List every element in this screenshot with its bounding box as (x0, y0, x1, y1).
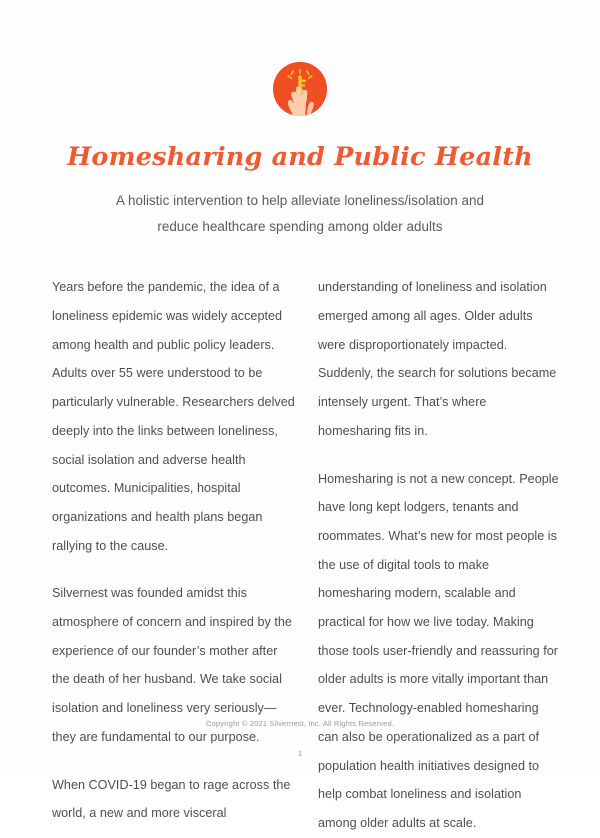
text-line: roommates. What’s new for most people is (318, 528, 557, 543)
text-line: older adults is more vitally important than (318, 672, 549, 687)
text-line: those tools user-friendly and reassuring for (318, 643, 559, 658)
text-line: homesharing fits in. (318, 423, 428, 438)
subtitle-line: A holistic intervention to help alleviate loneliness/isolation and (115, 193, 485, 209)
paragraph (52, 771, 290, 828)
text-line: experience of our founder’s mother after (52, 643, 278, 658)
text-line: organizations and health plans began (52, 509, 263, 524)
copyright-notice: Copyright © 2021 Silvernest, Inc. All Rights Reserved. (205, 719, 395, 728)
text-line: world, a new and more visceral (52, 806, 227, 821)
text-line: can also be operationalized as a part of (318, 729, 540, 744)
text-line: intensely urgent. That’s where (318, 395, 487, 410)
text-line: the use of digital tools to make (318, 557, 490, 572)
text-line: particularly vulnerable. Researchers delved (52, 395, 295, 410)
text-line: practical for how we live today. Making (318, 615, 534, 630)
text-line: among health and public policy leaders. (52, 337, 275, 352)
text-line: understanding of loneliness and isolation (318, 280, 547, 295)
paragraph (318, 465, 559, 838)
paragraph (318, 273, 556, 445)
text-line: homesharing modern, scalable and (318, 586, 516, 601)
text-line: deeply into the links between loneliness, (52, 423, 278, 438)
text-line: Years before the pandemic, the idea of a (52, 280, 280, 295)
text-line: Suddenly, the search for solutions became (318, 366, 557, 381)
paragraph (52, 273, 295, 560)
text-line: they are fundamental to our purpose. (52, 729, 260, 744)
text-line: help combat loneliness and isolation (318, 787, 522, 802)
text-line: atmosphere of concern and inspired by the (52, 615, 292, 630)
text-line: isolation and loneliness very seriously— (52, 701, 277, 716)
text-line: the death of her husband. We take social (52, 672, 282, 687)
page-number: 1 (297, 749, 303, 758)
text-line: Adults over 55 were understood to be (52, 366, 263, 381)
text-line: Homesharing is not a new concept. People (318, 471, 559, 486)
text-line: population health initiatives designed to (318, 758, 540, 773)
text-line: were disproportionately impacted. (318, 337, 508, 352)
text-line: social isolation and adverse health (52, 452, 246, 467)
text-line: Silvernest was founded amidst this (52, 586, 247, 601)
text-line: When COVID-19 began to rage across the (52, 777, 291, 792)
page-title: Homesharing and Public Health (67, 142, 533, 172)
subtitle-line: reduce healthcare spending among older adults (157, 219, 443, 235)
text-line: rallying to the cause. (52, 538, 169, 553)
text-line: emerged among all ages. Older adults (318, 309, 533, 324)
text-line: loneliness epidemic was widely accepted (52, 309, 283, 324)
page-subtitle (85, 188, 515, 240)
silvernest-key-hand-logo-icon (273, 62, 327, 116)
text-line: ever. Technology-enabled homesharing (318, 701, 539, 716)
text-line: have long kept lodgers, tenants and (318, 500, 519, 515)
logo-container (0, 62, 600, 116)
text-line: among older adults at scale. (318, 815, 477, 830)
text-line: outcomes. Municipalities, hospital (52, 481, 241, 496)
